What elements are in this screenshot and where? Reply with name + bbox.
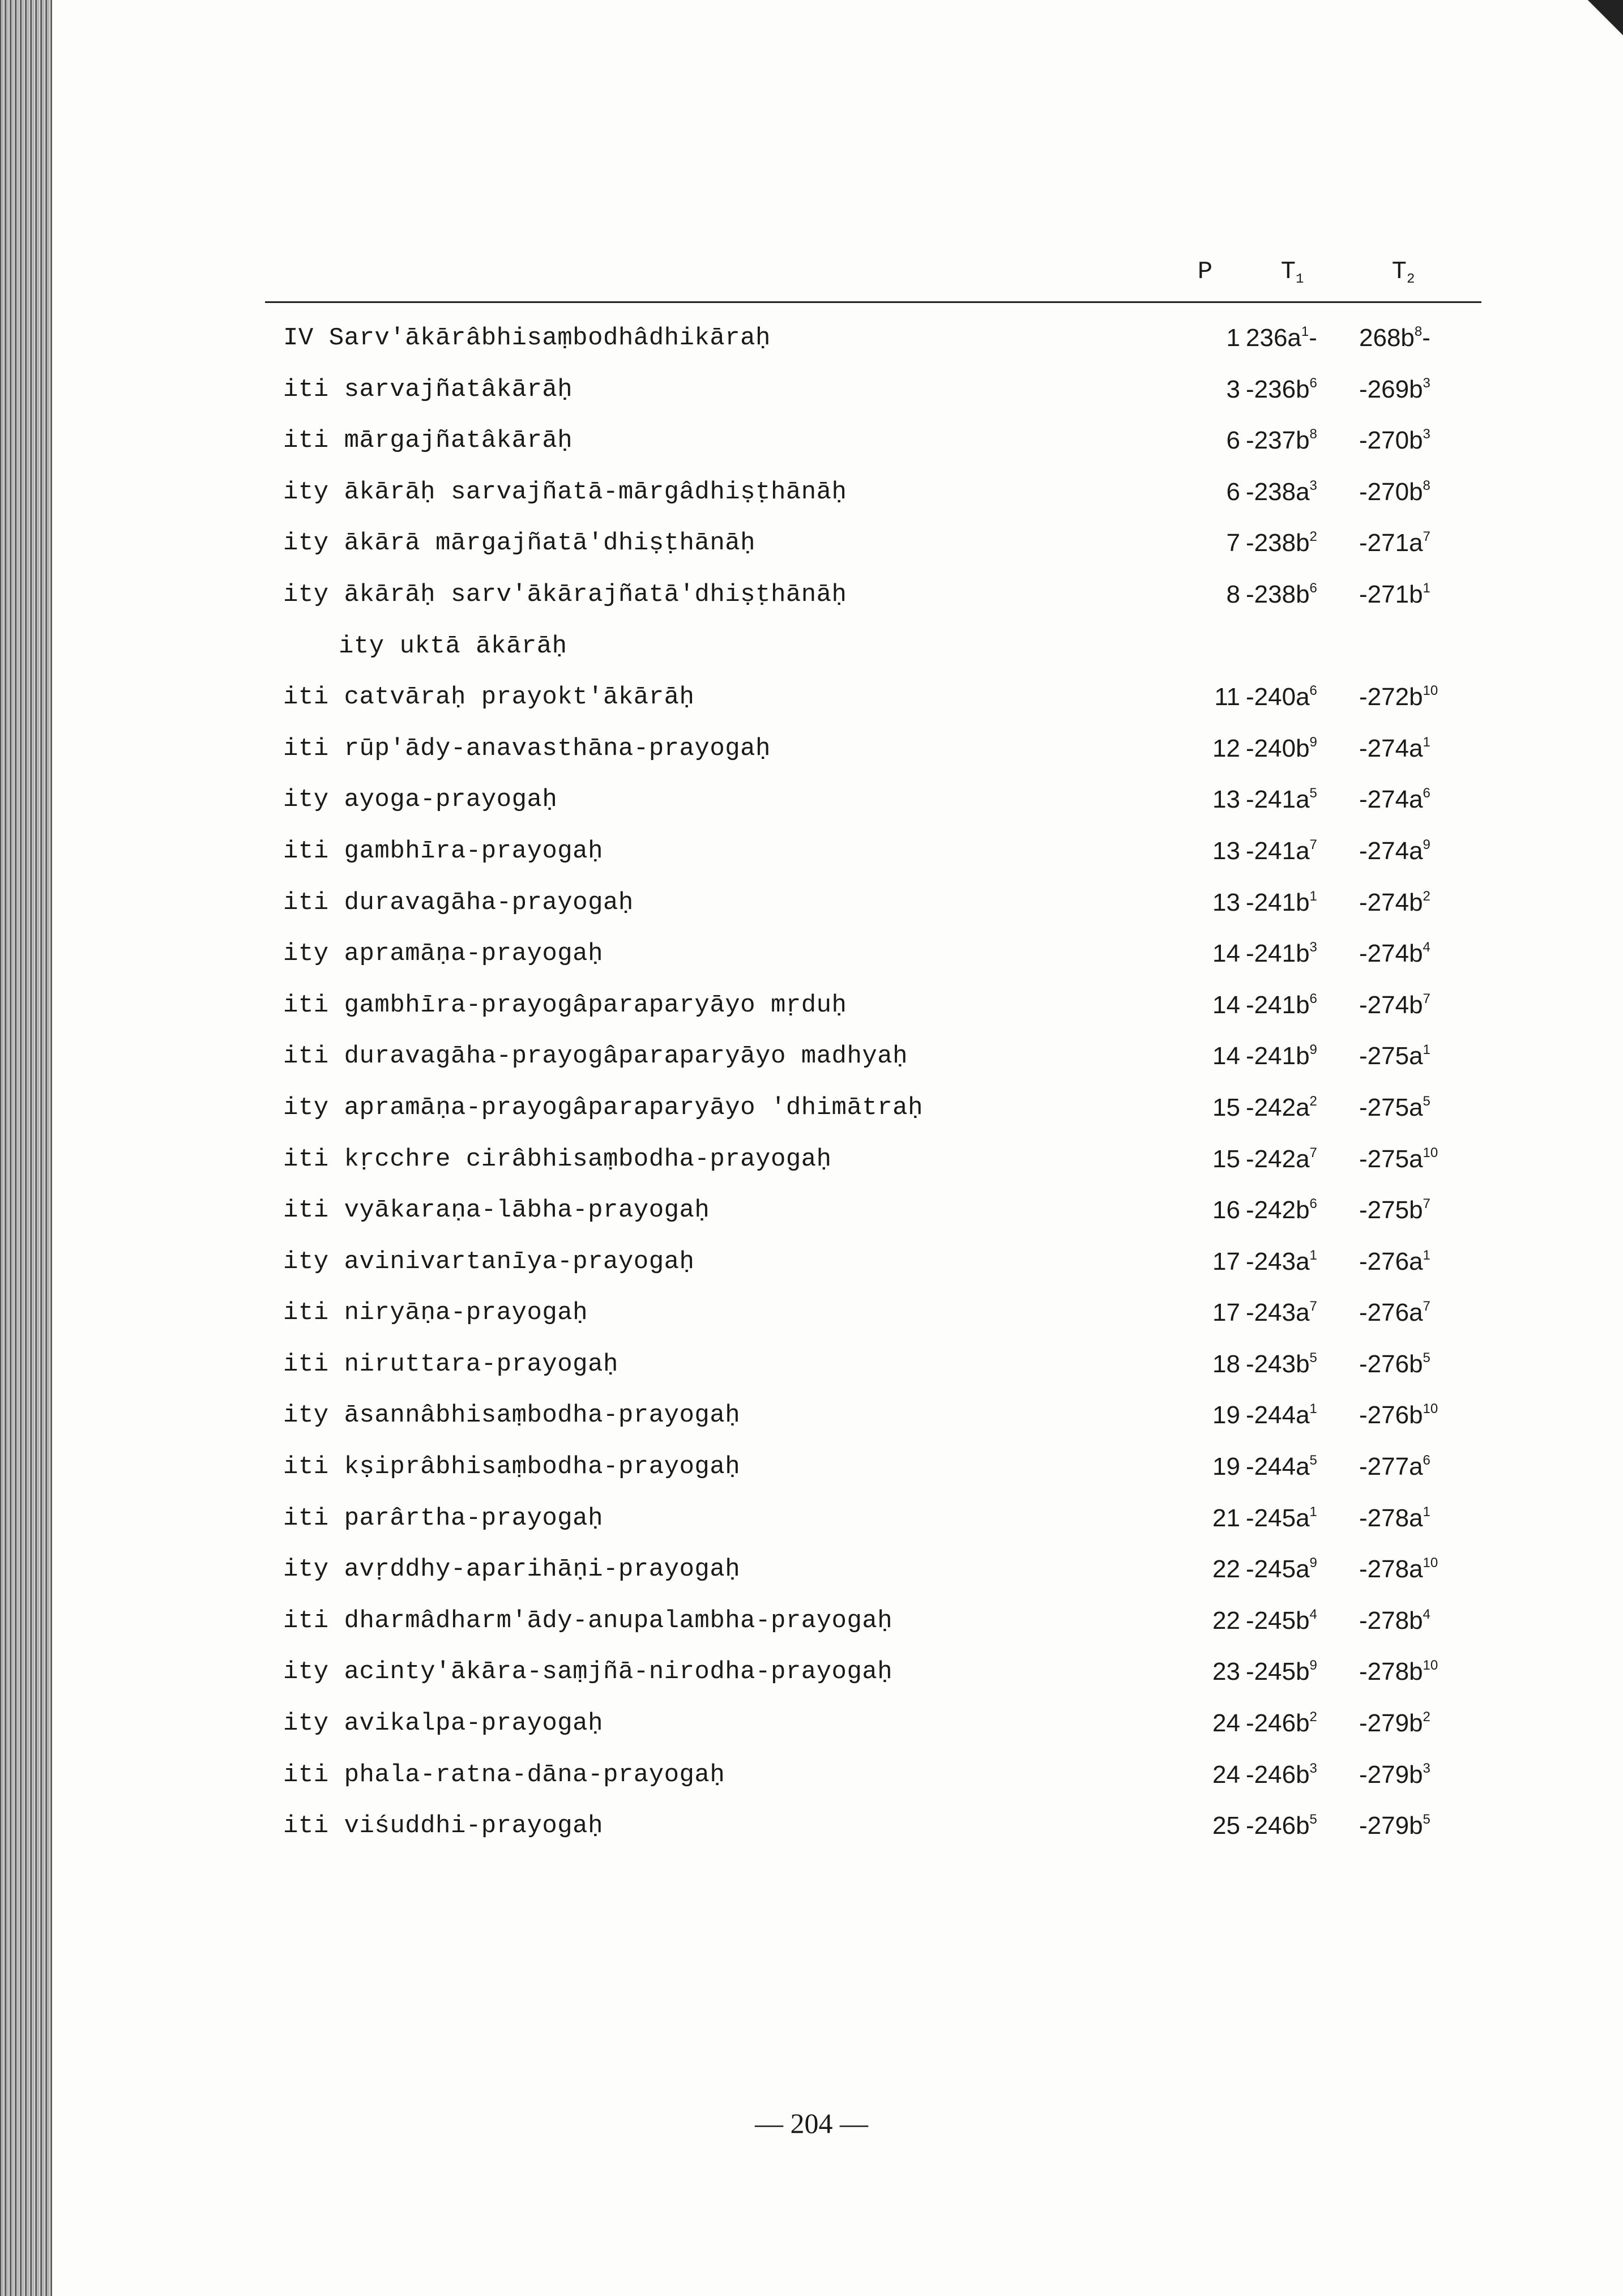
row-t1-line: 6 bbox=[1309, 683, 1317, 699]
row-p: 3 bbox=[1226, 375, 1240, 403]
row-label: iti viśuddhi-prayogaḥ bbox=[283, 1812, 603, 1841]
row-t2 bbox=[1359, 1704, 1484, 1743]
row-t2-line: 10 bbox=[1423, 1401, 1438, 1417]
row-t1-value: -237b bbox=[1246, 426, 1310, 455]
row-t1-value: -241a bbox=[1246, 786, 1310, 814]
row-t2 bbox=[1359, 1140, 1484, 1179]
row-t2-value: -275a bbox=[1359, 1042, 1423, 1070]
row-t2-value: -274b bbox=[1359, 991, 1423, 1019]
table-row bbox=[0, 1698, 1623, 1749]
row-t1 bbox=[1246, 883, 1359, 923]
row-t1-line: 3 bbox=[1309, 940, 1317, 955]
row-t1 bbox=[1246, 1036, 1359, 1076]
row-t2-line: 1 bbox=[1423, 580, 1430, 596]
row-t1-value: -241b bbox=[1246, 991, 1310, 1019]
row-t2 bbox=[1359, 1806, 1484, 1846]
row-p: 24 bbox=[1212, 1709, 1240, 1738]
row-t1 bbox=[1246, 1601, 1359, 1641]
row-label: ity āsannâbhisaṃbodha-prayogaḥ bbox=[283, 1401, 741, 1430]
row-t2-line: 4 bbox=[1423, 1606, 1430, 1622]
row-t2 bbox=[1359, 472, 1484, 512]
row-t1-value: -243b bbox=[1246, 1350, 1310, 1378]
table-row bbox=[0, 928, 1623, 980]
row-label: IV Sarv'ākārâbhisaṃbodhâdhikāraḥ bbox=[283, 324, 771, 352]
scan-corner-mark bbox=[1583, 0, 1623, 40]
row-t1-value: 236a bbox=[1246, 324, 1301, 352]
row-t1 bbox=[1246, 1499, 1359, 1538]
table-row bbox=[0, 1185, 1623, 1236]
table-row bbox=[0, 1441, 1623, 1493]
row-t2-line: 10 bbox=[1423, 1145, 1438, 1160]
row-t2-value: -279b bbox=[1359, 1760, 1423, 1789]
row-t2-value: -278a bbox=[1359, 1555, 1423, 1584]
row-t2 bbox=[1359, 523, 1484, 563]
row-t2-value: -270b bbox=[1359, 477, 1423, 506]
row-t2-line: 1 bbox=[1423, 734, 1430, 750]
row-t1-value: -242b bbox=[1246, 1196, 1310, 1224]
row-t1-value: -238b bbox=[1246, 580, 1310, 608]
row-t1-value: -243a bbox=[1246, 1299, 1310, 1327]
row-t1 bbox=[1246, 1395, 1359, 1435]
row-t1-value: -246b bbox=[1246, 1812, 1310, 1840]
table-row bbox=[0, 1390, 1623, 1441]
row-label: iti sarvajñatâkārāḥ bbox=[283, 375, 573, 404]
row-t2-value: -278b bbox=[1359, 1606, 1423, 1634]
row-t1-value: -242a bbox=[1246, 1093, 1310, 1121]
row-t2-value: 268b bbox=[1359, 324, 1415, 352]
row-label: iti kṛcchre cirâbhisaṃbodha-prayogaḥ bbox=[283, 1145, 832, 1173]
row-t2 bbox=[1359, 1036, 1484, 1076]
row-t1-value: -243a bbox=[1246, 1247, 1310, 1275]
row-label: iti kṣiprâbhisaṃbodha-prayogaḥ bbox=[283, 1453, 741, 1482]
row-p: 18 bbox=[1212, 1350, 1240, 1378]
row-label: ity avinivartanīya-prayogaḥ bbox=[283, 1247, 695, 1276]
row-t2 bbox=[1359, 1395, 1484, 1435]
row-t2 bbox=[1359, 1242, 1484, 1282]
row-t1-value: -245b bbox=[1246, 1658, 1310, 1686]
row-t2-line: 2 bbox=[1423, 888, 1430, 904]
row-p: 21 bbox=[1212, 1504, 1240, 1532]
row-t2-value: -276b bbox=[1359, 1350, 1423, 1378]
table-row bbox=[0, 980, 1623, 1031]
row-t1-value: -244a bbox=[1246, 1453, 1310, 1481]
row-label: iti dharmâdharm'ādy-anupalambha-prayogaḥ bbox=[283, 1606, 893, 1635]
row-t2 bbox=[1359, 934, 1484, 974]
row-t2 bbox=[1359, 1499, 1484, 1538]
row-t1-line: 3 bbox=[1309, 1760, 1317, 1776]
row-t2-value: -277a bbox=[1359, 1453, 1423, 1481]
table-row bbox=[0, 467, 1623, 518]
row-p: 19 bbox=[1212, 1401, 1240, 1429]
row-t2-line: 7 bbox=[1423, 1299, 1430, 1315]
row-t2-line: 9 bbox=[1423, 837, 1430, 852]
row-t1 bbox=[1246, 985, 1359, 1025]
table-row bbox=[0, 1287, 1623, 1339]
row-t2 bbox=[1359, 318, 1484, 358]
row-t2-line: 8 bbox=[1423, 477, 1430, 493]
row-p: 13 bbox=[1212, 888, 1240, 916]
row-t2-line: 3 bbox=[1423, 426, 1430, 442]
row-t1 bbox=[1246, 677, 1359, 717]
row-t1-value: -241b bbox=[1246, 888, 1310, 916]
row-t2 bbox=[1359, 1447, 1484, 1487]
row-t1-value: -245b bbox=[1246, 1606, 1310, 1634]
row-p: 8 bbox=[1226, 580, 1240, 608]
table-row bbox=[0, 877, 1623, 929]
row-t1-line: 4 bbox=[1309, 1606, 1317, 1622]
row-t1-line: 7 bbox=[1309, 837, 1317, 852]
table-row bbox=[0, 1646, 1623, 1698]
row-label: iti duravagāha-prayogaḥ bbox=[283, 888, 634, 917]
header-t1-subscript: 1 bbox=[1296, 272, 1304, 287]
row-t2 bbox=[1359, 1190, 1484, 1230]
row-label: ity apramāṇa-prayogâparaparyāyo 'dhimātraḥ bbox=[283, 1093, 923, 1122]
row-t2 bbox=[1359, 1293, 1484, 1333]
row-t1-value: -238a bbox=[1246, 477, 1310, 506]
row-p: 14 bbox=[1212, 1042, 1240, 1070]
row-t2 bbox=[1359, 1550, 1484, 1589]
row-t1-value: -246b bbox=[1246, 1760, 1310, 1789]
row-t1 bbox=[1246, 1447, 1359, 1487]
row-t2-line: 1 bbox=[1423, 1247, 1430, 1263]
row-t1 bbox=[1246, 1088, 1359, 1128]
row-t2-value: -278a bbox=[1359, 1504, 1423, 1532]
row-t2-value: -271a bbox=[1359, 529, 1423, 557]
row-t2-line: 6 bbox=[1423, 1453, 1430, 1469]
row-t2 bbox=[1359, 729, 1484, 769]
row-p: 6 bbox=[1226, 426, 1240, 455]
row-t2-value: -276a bbox=[1359, 1247, 1423, 1275]
row-t1-line: 5 bbox=[1309, 1812, 1317, 1828]
row-t1-line: 7 bbox=[1309, 1145, 1317, 1160]
row-p: 23 bbox=[1212, 1658, 1240, 1686]
row-t1-value: -240b bbox=[1246, 734, 1310, 762]
row-t2-line: 8 bbox=[1414, 324, 1423, 339]
row-label: ity apramāṇa-prayogaḥ bbox=[283, 940, 603, 968]
row-t1-value: -245a bbox=[1246, 1555, 1310, 1584]
row-t2 bbox=[1359, 677, 1484, 717]
row-label: iti parârtha-prayogaḥ bbox=[283, 1504, 603, 1533]
row-t2 bbox=[1359, 1601, 1484, 1641]
row-t1-line: 9 bbox=[1309, 734, 1317, 750]
row-label: ity ākārā mārgajñatā'dhiṣṭhānāḥ bbox=[283, 529, 756, 558]
row-t1-value: -241b bbox=[1246, 940, 1310, 968]
row-t1-line: 6 bbox=[1309, 991, 1317, 1006]
row-t2-line: 5 bbox=[1423, 1350, 1430, 1365]
row-t1-line: 6 bbox=[1309, 580, 1317, 596]
row-t1-line: 1 bbox=[1309, 1401, 1317, 1417]
row-label: iti gambhīra-prayogâparaparyāyo mṛduḥ bbox=[283, 991, 847, 1019]
row-t1 bbox=[1246, 1345, 1359, 1384]
row-t2-value: -274a bbox=[1359, 837, 1423, 865]
row-label: ity avikalpa-prayogaḥ bbox=[283, 1709, 603, 1738]
header-t1 bbox=[1258, 258, 1326, 287]
row-p: 11 bbox=[1214, 683, 1240, 711]
row-t2-value: -274a bbox=[1359, 734, 1423, 762]
table-row bbox=[0, 313, 1623, 364]
row-t2 bbox=[1359, 1088, 1484, 1128]
row-label: ity uktā ākārāḥ bbox=[339, 631, 567, 660]
table-row bbox=[0, 621, 1623, 672]
row-label: ity ākārāḥ sarv'ākārajñatā'dhiṣṭhānāḥ bbox=[283, 580, 847, 609]
row-t1-value: -241b bbox=[1246, 1042, 1310, 1070]
row-t1 bbox=[1246, 1190, 1359, 1230]
row-t1-line: 2 bbox=[1309, 1093, 1317, 1109]
row-t1 bbox=[1246, 1652, 1359, 1692]
row-label: iti duravagāha-prayogâparaparyāyo madhyaḥ bbox=[283, 1042, 908, 1071]
row-t2-line: 3 bbox=[1423, 1760, 1430, 1776]
row-t2-value: -274b bbox=[1359, 940, 1423, 968]
table-row bbox=[0, 1749, 1623, 1801]
row-t1-value: -245a bbox=[1246, 1504, 1310, 1532]
row-p: 15 bbox=[1212, 1093, 1240, 1121]
row-t1-line: 9 bbox=[1309, 1042, 1317, 1058]
row-t1-line: 1 bbox=[1301, 324, 1309, 339]
row-t2-value: -279b bbox=[1359, 1709, 1423, 1738]
row-t1-suffix: - bbox=[1309, 324, 1317, 352]
row-t2-line: 7 bbox=[1423, 529, 1430, 545]
row-p: 17 bbox=[1212, 1247, 1240, 1275]
row-p: 22 bbox=[1212, 1555, 1240, 1584]
row-t2-line: 2 bbox=[1423, 1709, 1430, 1725]
row-t1-value: -242a bbox=[1246, 1145, 1310, 1173]
row-label: iti mārgajñatâkārāḥ bbox=[283, 426, 573, 455]
row-t2-line: 5 bbox=[1423, 1812, 1430, 1828]
row-label: iti phala-ratna-dāna-prayogaḥ bbox=[283, 1760, 725, 1789]
row-label: iti gambhīra-prayogaḥ bbox=[283, 837, 603, 865]
table-row bbox=[0, 672, 1623, 723]
header-t2-label: T bbox=[1391, 258, 1407, 286]
row-label: iti catvāraḥ prayokt'ākārāḥ bbox=[283, 683, 695, 712]
row-t2-line: 5 bbox=[1423, 1093, 1430, 1109]
row-t2 bbox=[1359, 1755, 1484, 1795]
row-t1-value: -246b bbox=[1246, 1709, 1310, 1738]
row-p: 6 bbox=[1226, 477, 1240, 506]
row-t1 bbox=[1246, 1242, 1359, 1282]
row-t2-line: 1 bbox=[1423, 1504, 1430, 1520]
row-t2-value: -276a bbox=[1359, 1299, 1423, 1327]
row-t2-line: 6 bbox=[1423, 786, 1430, 801]
row-t2-value: -269b bbox=[1359, 375, 1423, 403]
row-t1 bbox=[1246, 729, 1359, 769]
row-p: 13 bbox=[1212, 786, 1240, 814]
row-label: iti vyākaraṇa-lābha-prayogaḥ bbox=[283, 1196, 710, 1225]
table-row bbox=[0, 774, 1623, 826]
row-t2 bbox=[1359, 780, 1484, 820]
row-p: 17 bbox=[1212, 1299, 1240, 1327]
table-row bbox=[0, 415, 1623, 467]
row-p: 24 bbox=[1212, 1760, 1240, 1789]
table-row bbox=[0, 1082, 1623, 1134]
row-t1-line: 1 bbox=[1309, 1504, 1317, 1520]
row-p: 13 bbox=[1212, 837, 1240, 865]
row-t1 bbox=[1246, 318, 1359, 358]
row-p: 15 bbox=[1212, 1145, 1240, 1173]
row-t1-value: -240a bbox=[1246, 683, 1310, 711]
header-t1-label: T bbox=[1280, 258, 1296, 286]
header-t2-subscript: 2 bbox=[1407, 272, 1415, 287]
table-row bbox=[0, 518, 1623, 569]
row-label: iti niryāṇa-prayogaḥ bbox=[283, 1299, 588, 1328]
row-t1-line: 6 bbox=[1309, 375, 1317, 391]
row-t2 bbox=[1359, 1652, 1484, 1692]
row-t2-suffix: - bbox=[1422, 324, 1430, 352]
table-row bbox=[0, 1339, 1623, 1390]
table-row bbox=[0, 723, 1623, 775]
row-t1 bbox=[1246, 421, 1359, 460]
header-p bbox=[1171, 258, 1239, 286]
row-t1 bbox=[1246, 472, 1359, 512]
row-t1 bbox=[1246, 523, 1359, 563]
row-t1-line: 2 bbox=[1309, 529, 1317, 545]
row-label: iti rūp'ādy-anavasthāna-prayogaḥ bbox=[283, 734, 771, 763]
table-row bbox=[0, 364, 1623, 416]
row-t1 bbox=[1246, 934, 1359, 974]
row-t1-line: 5 bbox=[1309, 1350, 1317, 1365]
row-t1-value: -244a bbox=[1246, 1401, 1310, 1429]
row-p: 19 bbox=[1212, 1453, 1240, 1481]
row-t1 bbox=[1246, 1704, 1359, 1743]
row-t1 bbox=[1246, 575, 1359, 614]
row-t1-value: -238b bbox=[1246, 529, 1310, 557]
header-p-label: P bbox=[1197, 258, 1213, 286]
row-t2-value: -270b bbox=[1359, 426, 1423, 455]
row-t2-line: 10 bbox=[1423, 1555, 1438, 1571]
table-row bbox=[0, 826, 1623, 877]
row-t1 bbox=[1246, 1140, 1359, 1179]
row-t2-value: -275b bbox=[1359, 1196, 1423, 1224]
row-t2 bbox=[1359, 421, 1484, 460]
row-label: ity ākārāḥ sarvajñatā-mārgâdhiṣṭhānāḥ bbox=[283, 477, 847, 506]
row-t2 bbox=[1359, 575, 1484, 614]
table-row bbox=[0, 1031, 1623, 1082]
row-t2-line: 10 bbox=[1423, 683, 1438, 699]
row-t1 bbox=[1246, 1293, 1359, 1333]
row-t2-line: 10 bbox=[1423, 1658, 1438, 1674]
row-t2-value: -275a bbox=[1359, 1093, 1423, 1121]
row-t2-value: -274a bbox=[1359, 786, 1423, 814]
row-t1-line: 7 bbox=[1309, 1299, 1317, 1315]
row-t1 bbox=[1246, 1755, 1359, 1795]
row-t1-line: 5 bbox=[1309, 1453, 1317, 1469]
table-header bbox=[0, 258, 1623, 297]
row-t2-value: -274b bbox=[1359, 888, 1423, 916]
row-t2-line: 7 bbox=[1423, 1196, 1430, 1212]
row-t2-value: -275a bbox=[1359, 1145, 1423, 1173]
row-p: 12 bbox=[1212, 734, 1240, 762]
row-t1-line: 8 bbox=[1309, 426, 1317, 442]
table-row bbox=[0, 1493, 1623, 1544]
row-t2-line: 3 bbox=[1423, 375, 1430, 391]
row-t1-line: 1 bbox=[1309, 888, 1317, 904]
table-row bbox=[0, 1134, 1623, 1185]
row-t2 bbox=[1359, 1345, 1484, 1384]
row-t1 bbox=[1246, 780, 1359, 820]
row-t2-line: 7 bbox=[1423, 991, 1430, 1006]
row-t1-line: 2 bbox=[1309, 1709, 1317, 1725]
row-p: 14 bbox=[1212, 940, 1240, 968]
row-label: ity acinty'ākāra-saṃjñā-nirodha-prayogaḥ bbox=[283, 1658, 893, 1687]
header-rule bbox=[265, 301, 1481, 303]
page-number: — 204 — bbox=[755, 2107, 868, 2139]
table-row bbox=[0, 1544, 1623, 1595]
row-t2-line: 1 bbox=[1423, 1042, 1430, 1058]
row-t1-line: 6 bbox=[1309, 1196, 1317, 1212]
row-t1 bbox=[1246, 1806, 1359, 1846]
row-p: 1 bbox=[1226, 324, 1240, 352]
table-body bbox=[0, 313, 1623, 1852]
row-p: 7 bbox=[1226, 529, 1240, 557]
row-t1 bbox=[1246, 1550, 1359, 1589]
table-row bbox=[0, 1800, 1623, 1852]
row-t2 bbox=[1359, 883, 1484, 923]
row-t1-line: 3 bbox=[1309, 477, 1317, 493]
row-t2 bbox=[1359, 370, 1484, 409]
row-t2-value: -278b bbox=[1359, 1658, 1423, 1686]
row-label: ity avṛddhy-aparihāṇi-prayogaḥ bbox=[283, 1555, 741, 1584]
row-t1 bbox=[1246, 831, 1359, 871]
row-t2 bbox=[1359, 831, 1484, 871]
row-p: 22 bbox=[1212, 1606, 1240, 1634]
table-row bbox=[0, 1595, 1623, 1647]
row-t1-line: 9 bbox=[1309, 1658, 1317, 1674]
row-t1-line: 1 bbox=[1309, 1247, 1317, 1263]
row-t2-line: 4 bbox=[1423, 940, 1430, 955]
row-p: 25 bbox=[1212, 1812, 1240, 1840]
row-t1-value: -241a bbox=[1246, 837, 1310, 865]
row-t2 bbox=[1359, 985, 1484, 1025]
row-p: 16 bbox=[1212, 1196, 1240, 1224]
row-t1-line: 9 bbox=[1309, 1555, 1317, 1571]
row-t2-value: -276b bbox=[1359, 1401, 1423, 1429]
table-row bbox=[0, 1236, 1623, 1288]
header-t2 bbox=[1369, 258, 1437, 287]
table-row bbox=[0, 569, 1623, 621]
row-t1 bbox=[1246, 370, 1359, 409]
row-label: ity ayoga-prayogaḥ bbox=[283, 786, 558, 814]
row-t2-value: -272b bbox=[1359, 683, 1423, 711]
row-t2-value: -271b bbox=[1359, 580, 1423, 608]
row-t1-line: 5 bbox=[1309, 786, 1317, 801]
row-t1-value: -236b bbox=[1246, 375, 1310, 403]
row-p: 14 bbox=[1212, 991, 1240, 1019]
row-label: iti niruttara-prayogaḥ bbox=[283, 1350, 618, 1379]
row-t2-value: -279b bbox=[1359, 1812, 1423, 1840]
